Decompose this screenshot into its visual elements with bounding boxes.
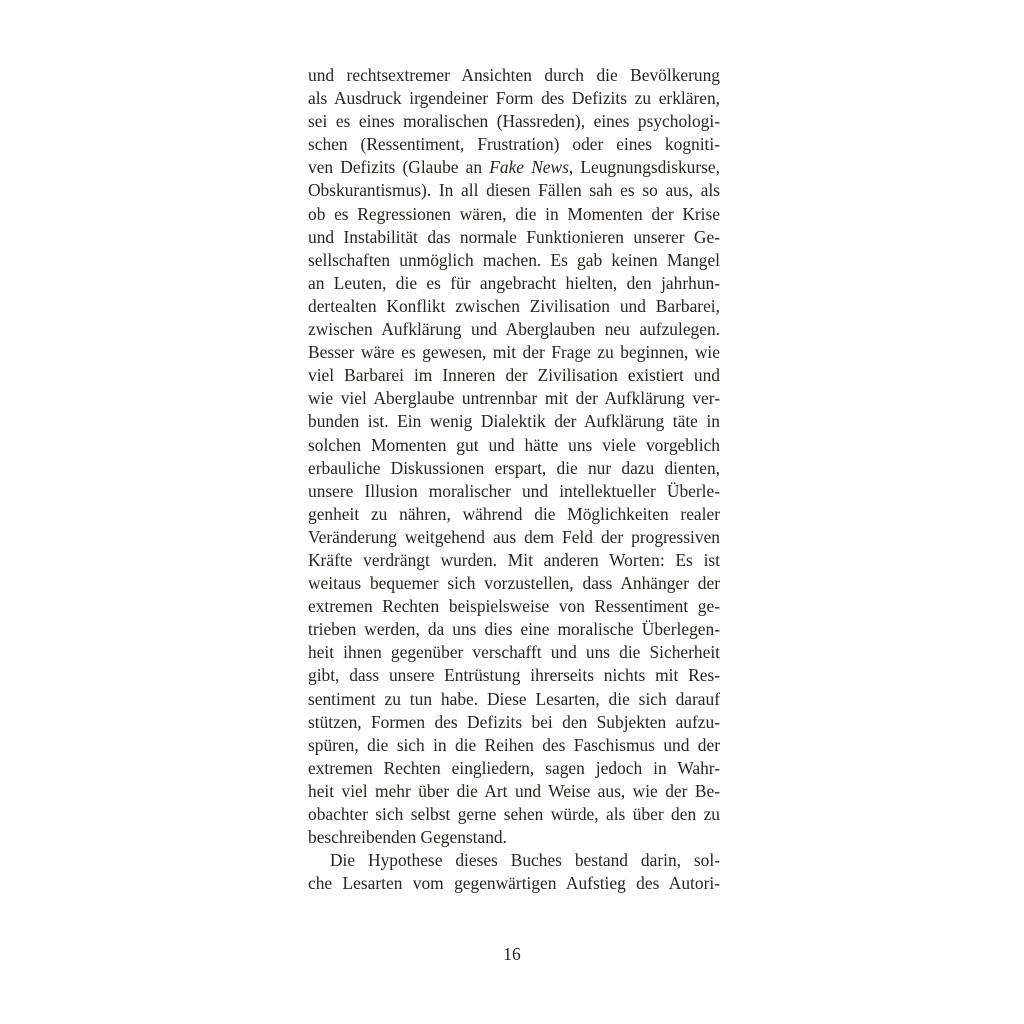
text-line: extremen Rechten eingliedern, sagen jedoch in Wahr- [308, 757, 720, 778]
text-line: sei es eines moralischen (Hassreden), eines psychologi- [308, 111, 720, 132]
text-line: und Instabilität das normale Funktionieren unserer Ge- [308, 226, 720, 247]
text-line: genheit zu nähren, während die Möglichkeiten realer [308, 503, 720, 524]
text-line: Besser wäre es gewesen, mit der Frage zu beginnen, wie [308, 342, 720, 363]
text-line: sentiment zu tun habe. Diese Lesarten, die sich darauf [308, 688, 720, 709]
text-line: spüren, die sich in die Reihen des Faschismus und der [308, 734, 720, 755]
text-line: gibt, dass unsere Entrüstung ihrerseits nichts mit Res- [308, 665, 720, 686]
text-line: bunden ist. Ein wenig Dialektik der Aufklärung täte in [308, 411, 720, 432]
text-line: Obskurantismus). In all diesen Fällen sah es so aus, als [308, 180, 720, 201]
text-line: extremen Rechten beispielsweise von Ressentiment ge- [308, 596, 720, 617]
text-line: Kräfte verdrängt wurden. Mit anderen Worten: Es ist [308, 549, 720, 570]
text-line: erbauliche Diskussionen erspart, die nur dazu dienten, [308, 457, 720, 478]
text-line: obachter sich selbst gerne sehen würde, als über den zu [308, 804, 720, 824]
text-line: ob es Regressionen wären, die in Momenten der Krise [308, 203, 720, 224]
text-segment: , Leugnungsdiskurse, [568, 157, 720, 178]
text-line: an Leuten, die es für angebracht hielten, den jahrhun- [308, 272, 720, 293]
text-line: schen (Ressentiment, Frustration) oder eines kogniti- [308, 134, 720, 155]
text-line: zwischen Aufklärung und Aberglauben neu aufzulegen. [308, 319, 720, 340]
text-line: trieben werden, da uns dies eine moralische Überlegen- [308, 619, 720, 640]
text-line: weitaus bequemer sich vorzustellen, dass Anhänger der [308, 573, 720, 594]
text-line: sellschaften unmöglich machen. Es gab keinen Mangel [308, 249, 720, 270]
page-number: 16 [503, 944, 521, 964]
text-line: beschreibenden Gegenstand. [308, 827, 507, 848]
text-line: dertealten Konflikt zwischen Zivilisation und Barbarei, [308, 295, 720, 316]
body-text [308, 64, 720, 895]
text-line: Veränderung weitgehend aus dem Feld der progressiven [308, 526, 720, 547]
text-segment: ven Defizits (Glaube an [308, 157, 490, 178]
text-line: und rechtsextremer Ansichten durch die Bevölkerung [308, 65, 720, 85]
text-line: unsere Illusion moralischer und intellektueller Überle- [308, 480, 720, 501]
text-line: stützen, Formen des Defizits bei den Subjekten aufzu- [308, 711, 720, 732]
paragraph-start-line: Die Hypothese dieses Buches bestand darin, sol- [330, 850, 720, 871]
text-line: wie viel Aberglaube untrennbar mit der Aufklärung ver- [308, 388, 720, 409]
text-line: viel Barbarei im Inneren der Zivilisation existiert und [308, 365, 720, 386]
text-line: che Lesarten vom gegenwärtigen Aufstieg des Autori- [308, 873, 720, 894]
text-line: heit viel mehr über die Art und Weise aus, wie der Be- [308, 780, 720, 801]
text-line-with-italic [308, 156, 720, 179]
text-line: als Ausdruck irgendeiner Form des Defizits zu erklären, [308, 88, 720, 109]
text-line: solchen Momenten gut und hätte uns viele vorgeblich [308, 434, 720, 455]
text-line: heit ihnen gegenüber verschafft und uns die Sicherheit [308, 642, 720, 663]
italic-term: Fake News [489, 157, 569, 178]
